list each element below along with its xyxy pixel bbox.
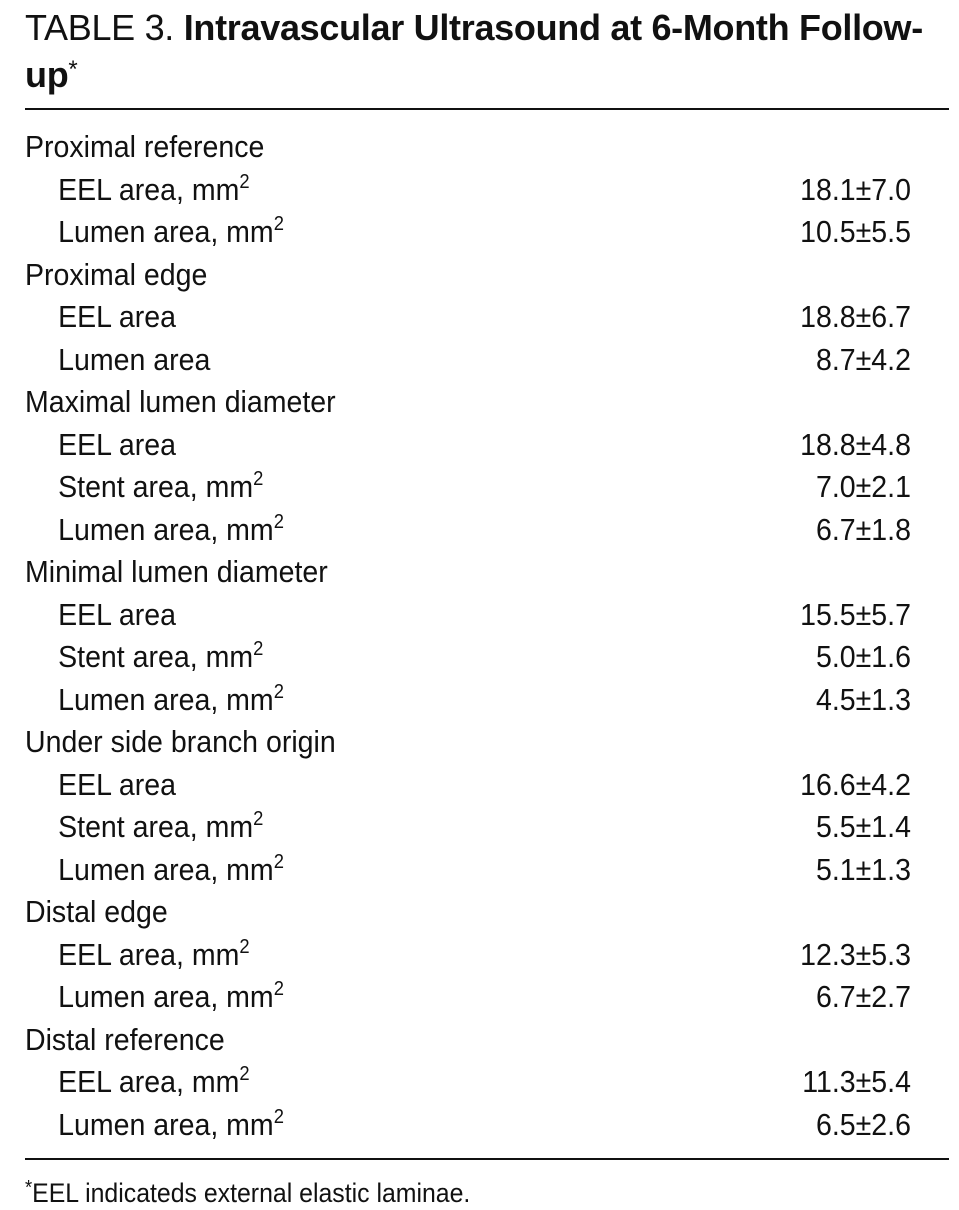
table-label: TABLE 3. [25, 7, 175, 48]
row-label-text: Lumen area, mm [58, 851, 274, 887]
unit-superscript: 2 [253, 808, 264, 830]
row-label-text: EEL area [58, 766, 176, 802]
row-label-text: Minimal lumen diameter [25, 554, 328, 589]
unit-superscript: 2 [239, 1063, 250, 1085]
row-label-text: EEL area, mm [58, 936, 240, 972]
table-row [25, 934, 945, 977]
unit-superscript: 2 [273, 1105, 284, 1128]
row-value: 15.5±5.7 [800, 596, 911, 632]
row-label-text: Distal reference [25, 1021, 225, 1057]
unit-superscript: 2 [273, 213, 284, 235]
row-value: 8.7±4.2 [816, 341, 911, 377]
row-value: 18.8±6.7 [800, 299, 911, 334]
row-label-text: Lumen area [58, 341, 211, 377]
section-label [25, 1019, 225, 1062]
row-label-text: EEL area, mm [58, 1064, 240, 1099]
section-row [25, 891, 945, 934]
table-row [25, 636, 945, 679]
row-value: 6.5±2.6 [816, 1106, 911, 1142]
row-label-text: Lumen area, mm [58, 1106, 274, 1142]
row-label [25, 976, 284, 1019]
row-label-text: EEL area [58, 596, 176, 632]
table-row [25, 679, 945, 722]
row-label-text: Lumen area, mm [58, 681, 274, 717]
row-label [25, 849, 284, 892]
row-value: 5.0±1.6 [816, 639, 911, 674]
row-label-text: Maximal lumen diameter [25, 384, 336, 419]
footnote-mark: * [25, 1177, 33, 1199]
unit-superscript: 2 [239, 935, 250, 958]
table-body [25, 110, 949, 1158]
section-label [25, 126, 264, 169]
row-value: 5.5±1.4 [816, 809, 911, 844]
table-title: Intravascular Ultrasound at 6-Month Follow-up [25, 7, 923, 95]
table-row [25, 509, 945, 552]
row-label-text: Stent area, mm [58, 639, 254, 674]
table-row [25, 339, 945, 382]
section-label [25, 254, 207, 297]
row-label [25, 934, 250, 977]
section-label [25, 551, 328, 594]
unit-superscript: 2 [273, 510, 284, 533]
row-value: 7.0±2.1 [816, 469, 911, 504]
row-value: 18.8±4.8 [800, 426, 911, 462]
row-label [25, 764, 176, 807]
row-value: 12.3±5.3 [800, 936, 911, 972]
row-value: 6.7±2.7 [816, 979, 911, 1014]
row-label [25, 1104, 284, 1147]
row-label [25, 679, 284, 722]
section-row [25, 254, 945, 297]
row-label [25, 806, 263, 849]
row-label [25, 1061, 250, 1104]
row-label-text: Under side branch origin [25, 724, 336, 759]
row-label [25, 636, 263, 679]
section-label [25, 721, 336, 764]
table-row [25, 211, 945, 254]
row-value: 10.5±5.5 [800, 214, 911, 249]
unit-superscript: 2 [273, 850, 284, 873]
section-label [25, 381, 336, 424]
footnote-text: EEL indicateds external elastic laminae. [32, 1178, 471, 1208]
row-value: 5.1±1.3 [816, 851, 911, 887]
table-footnote [25, 1160, 875, 1210]
row-label-text: EEL area [58, 299, 176, 334]
section-row [25, 381, 945, 424]
row-label-text: Distal edge [25, 894, 168, 929]
row-label [25, 169, 250, 212]
table-row [25, 169, 945, 212]
table-row [25, 1061, 945, 1104]
section-row [25, 551, 945, 594]
unit-superscript: 2 [239, 170, 250, 193]
section-row [25, 721, 945, 764]
row-label [25, 296, 176, 339]
row-label-text: Stent area, mm [58, 809, 254, 844]
row-label [25, 339, 210, 382]
row-label-text: Lumen area, mm [58, 214, 274, 249]
table-row [25, 1104, 945, 1147]
table-row [25, 806, 945, 849]
table-row [25, 466, 945, 509]
section-label [25, 891, 168, 934]
table-caption [25, 0, 949, 98]
row-value: 16.6±4.2 [800, 766, 911, 802]
section-row [25, 1019, 945, 1062]
row-value: 11.3±5.4 [802, 1064, 911, 1099]
unit-superscript: 2 [253, 638, 264, 660]
caption-footnote-mark: * [68, 56, 78, 83]
row-label-text: EEL area [58, 426, 176, 462]
unit-superscript: 2 [253, 468, 264, 490]
row-label-text: Lumen area, mm [58, 979, 274, 1014]
table-row [25, 296, 945, 339]
table-row [25, 594, 945, 637]
table-row [25, 849, 945, 892]
row-label [25, 424, 176, 467]
row-label [25, 211, 284, 254]
row-label [25, 594, 176, 637]
unit-superscript: 2 [273, 680, 284, 703]
row-label-text: Proximal edge [25, 256, 208, 292]
row-label-text: Stent area, mm [58, 469, 254, 504]
section-row [25, 126, 945, 169]
row-label-text: EEL area, mm [58, 171, 240, 207]
row-value: 18.1±7.0 [800, 171, 911, 207]
table-3 [25, 0, 949, 1210]
row-label-text: Lumen area, mm [58, 511, 274, 547]
table-row [25, 764, 945, 807]
row-label [25, 466, 263, 509]
unit-superscript: 2 [273, 978, 284, 1000]
row-value: 6.7±1.8 [816, 511, 911, 547]
row-label [25, 509, 284, 552]
table-row [25, 976, 945, 1019]
row-value: 4.5±1.3 [816, 681, 911, 717]
table-row [25, 424, 945, 467]
row-label-text: Proximal reference [25, 129, 265, 164]
